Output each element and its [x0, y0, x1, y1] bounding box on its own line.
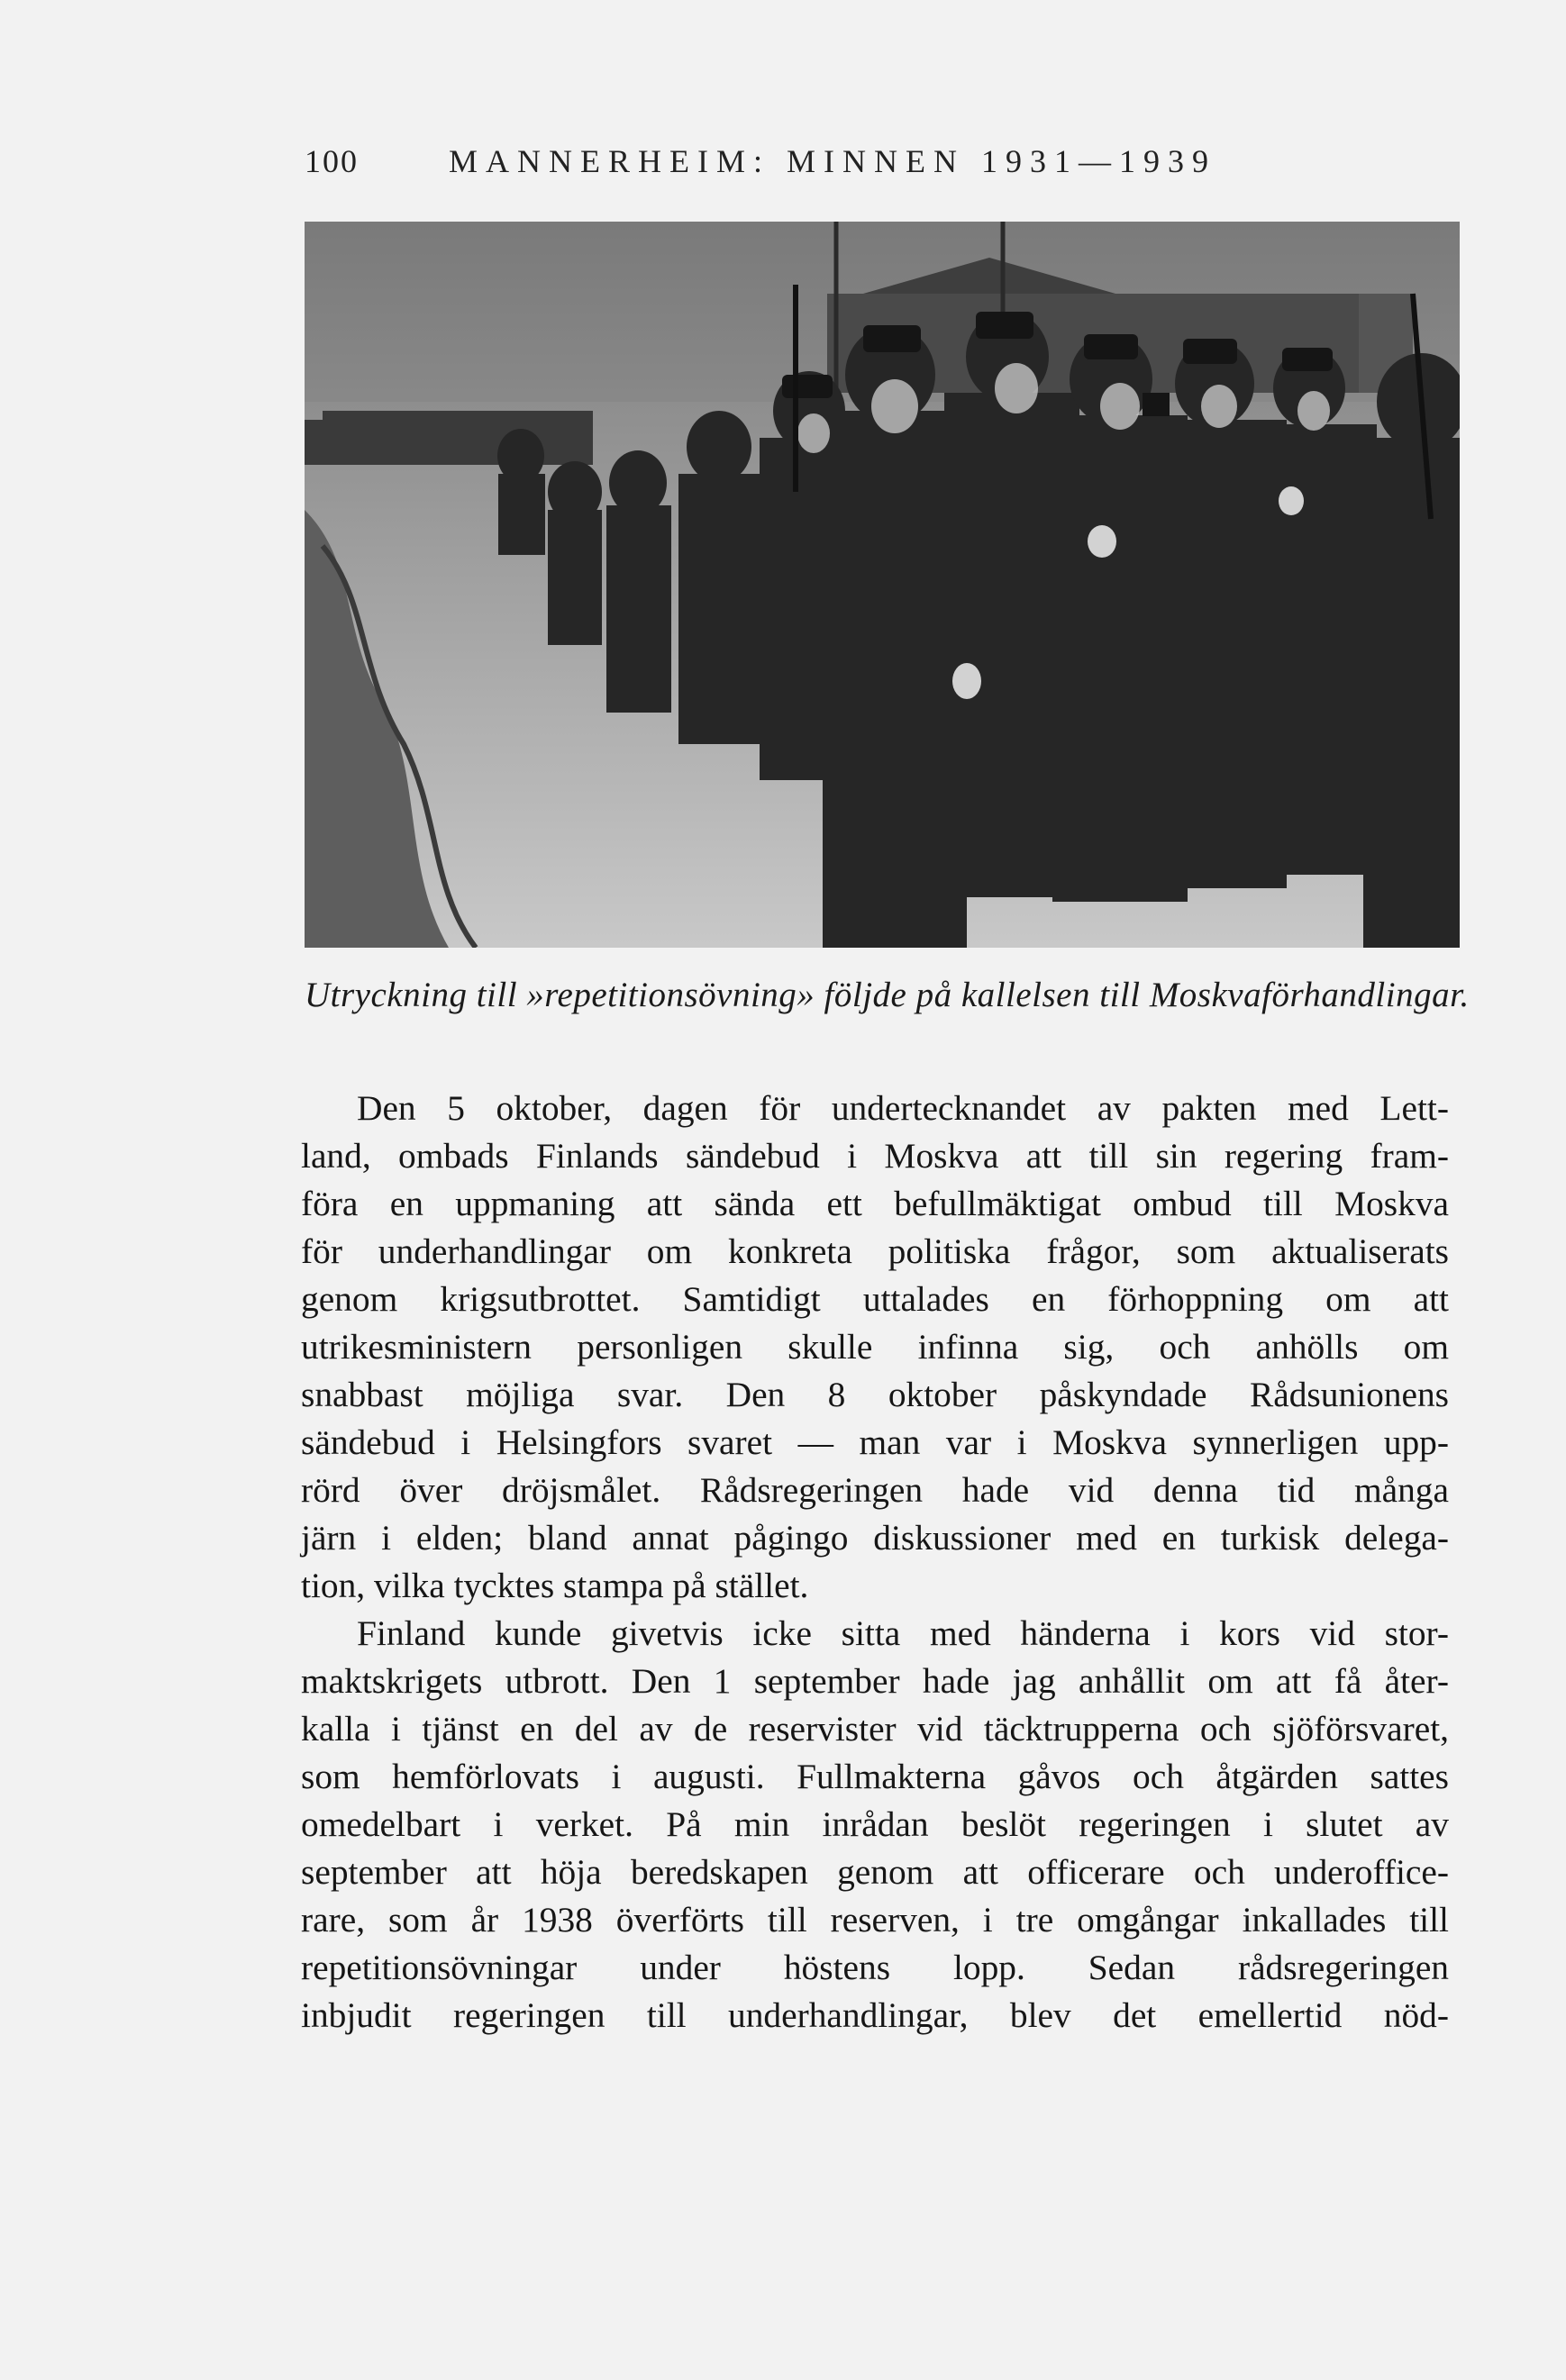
text-line: Den 5 oktober, dagen för undertecknandet av pakten med Lett- [357, 1088, 1449, 1128]
text-line: land, ombads Finlands sändebud i Moskva att till sin regering fram- [301, 1136, 1449, 1176]
text-line: sändebud i Helsingfors svaret — man var i Moskva synnerligen upp- [301, 1422, 1449, 1462]
text-line: snabbast möjliga svar. Den 8 oktober påskyndade Rådsunionens [301, 1375, 1449, 1414]
text-line: tion, vilka tycktes stampa på stället. [301, 1566, 809, 1605]
photo-caption: Utryckning till »repetitionsövning» följde på kallelsen till Moskvaförhandlingar. [305, 976, 1470, 1014]
text-line: järn i elden; bland annat pågingo diskussioner med en turkisk delega- [301, 1518, 1449, 1558]
running-head [305, 142, 1458, 196]
body-text [301, 1085, 1449, 2039]
text-line: inbjudit regeringen till underhandlingar, blev det emellertid nöd- [301, 1995, 1449, 2035]
text-line: som hemförlovats i augusti. Fullmakterna gåvos och åtgärden sattes [301, 1757, 1449, 1796]
text-line: rare, som år 1938 överförts till reserven, i tre omgångar inkallades till [301, 1900, 1449, 1939]
photograph-soldiers-marching [305, 222, 1460, 948]
text-line: utrikesministern personligen skulle infinna sig, och anhölls om [301, 1327, 1449, 1367]
text-line: september att höja beredskapen genom att officerare och underoffice- [301, 1852, 1449, 1892]
text-line: genom krigsutbrottet. Samtidigt uttalades en förhoppning om att [301, 1279, 1449, 1319]
text-line: repetitionsövningar under höstens lopp. Sedan rådsregeringen [301, 1948, 1449, 1987]
book-title: MANNERHEIM: MINNEN 1931—1939 [449, 143, 1216, 179]
photograph-image [305, 222, 1460, 948]
text-line: rörd över dröjsmålet. Rådsregeringen hade vid denna tid många [301, 1470, 1449, 1510]
text-line: föra en uppmaning att sända ett befullmäktigat ombud till Moskva [301, 1184, 1449, 1223]
text-line: för underhandlingar om konkreta politiska frågor, som aktualiserats [301, 1231, 1449, 1271]
text-line: kalla i tjänst en del av de reservister vid täcktrupperna och sjöförsvaret, [301, 1709, 1449, 1749]
text-line: Finland kunde givetvis icke sitta med händerna i kors vid stor- [357, 1613, 1449, 1653]
text-line: maktskrigets utbrott. Den 1 september hade jag anhållit om att få åter- [301, 1661, 1449, 1701]
text-line: omedelbart i verket. På min inrådan beslöt regeringen i slutet av [301, 1804, 1449, 1844]
page-number: 100 [305, 143, 359, 179]
